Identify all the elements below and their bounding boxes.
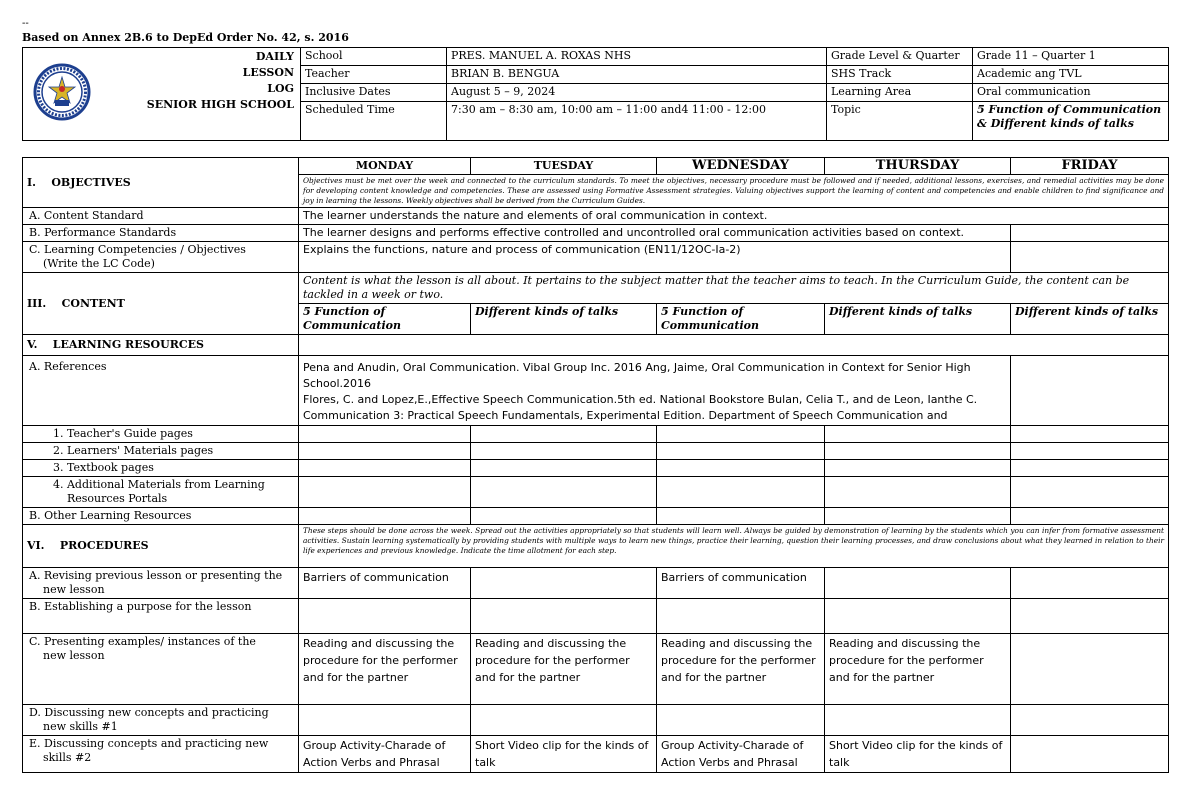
procedures-heading xyxy=(23,525,299,568)
lesson-table xyxy=(22,157,1169,773)
procedure-b-wednesday xyxy=(657,599,825,634)
competencies-value: Explains the functions, nature and process of communication (EN11/12OC-Ia-2) xyxy=(299,242,1011,273)
tg-monday xyxy=(299,426,471,443)
objectives-heading xyxy=(23,158,299,208)
learners-materials-label: 2. Learners' Materials pages xyxy=(23,443,299,460)
title-line-2: LESSON xyxy=(242,66,294,79)
content-topic-thursday: Different kinds of talks xyxy=(825,304,1011,335)
title-line-1: DAILY xyxy=(255,50,294,63)
olr-thursday xyxy=(825,508,1011,525)
tb-thursday xyxy=(825,460,1011,477)
dates-value: August 5 – 9, 2024 xyxy=(447,84,827,102)
area-label: Learning Area xyxy=(827,84,973,102)
lm-wednesday xyxy=(657,443,825,460)
lm-monday xyxy=(299,443,471,460)
procedure-e-monday: Group Activity-Charade of Action Verbs and Phrasal xyxy=(299,736,471,773)
topic-label: Topic xyxy=(827,102,973,141)
day-wednesday: WEDNESDAY xyxy=(657,158,825,175)
day-thursday: THURSDAY xyxy=(825,158,1011,175)
header-table xyxy=(22,47,1169,141)
top-mark: -- xyxy=(22,18,29,29)
competencies-friday-cell xyxy=(1011,242,1169,273)
procedure-b-tuesday xyxy=(471,599,657,634)
school-label: School xyxy=(301,48,447,66)
procedure-b-thursday xyxy=(825,599,1011,634)
day-tuesday: TUESDAY xyxy=(471,158,657,175)
procedure-e-label: E. Discussing concepts and practicing new skills #2 xyxy=(23,736,299,773)
grade-label: Grade Level & Quarter xyxy=(827,48,973,66)
tb-wednesday xyxy=(657,460,825,477)
day-monday: MONDAY xyxy=(299,158,471,175)
objectives-label: OBJECTIVES xyxy=(51,175,131,189)
tb-friday xyxy=(1011,460,1169,477)
time-value: 7:30 am – 8:30 am, 10:00 am – 11:00 and4 11:00 - 12:00 xyxy=(447,102,827,141)
track-value: Academic ang TVL xyxy=(973,66,1169,84)
references-value: Pena and Anudin, Oral Communication. Vibal Group Inc. 2016 Ang, Jaime, Oral Communication in Context for Senior High School.2016 Flores, C. and Lopez,E.,Effective Speech Communication.5th ed. National Bookstore Bulan, Celia T., and de Leon, Ianthe C. Communication 3: Practical Speech Fundamentals, Experimental Edition. Department of Speech Communication and xyxy=(299,356,1011,426)
logo-cell xyxy=(23,48,101,141)
olr-friday xyxy=(1011,508,1169,525)
tb-tuesday xyxy=(471,460,657,477)
procedure-d-label: D. Discussing new concepts and practicing new skills #1 xyxy=(23,705,299,736)
grade-value: Grade 11 – Quarter 1 xyxy=(973,48,1169,66)
content-topic-friday: Different kinds of talks xyxy=(1011,304,1169,335)
textbook-pages-label: 3. Textbook pages xyxy=(23,460,299,477)
procedure-b-label: B. Establishing a purpose for the lesson xyxy=(23,599,299,634)
performance-friday-cell xyxy=(1011,225,1169,242)
dates-label: Inclusive Dates xyxy=(301,84,447,102)
olr-wednesday xyxy=(657,508,825,525)
content-standard-value: The learner understands the nature and elements of oral communication in context. xyxy=(299,208,1169,225)
day-friday: FRIDAY xyxy=(1011,158,1169,175)
am-thursday xyxy=(825,477,1011,508)
deped-seal-icon xyxy=(33,63,91,121)
objectives-note: Objectives must be met over the week and connected to the curriculum standards. To meet the objectives, necessary procedure must be followed and if needed, additional lessons, exercises, and remedial activities may be done for developing content knowledge and competencies. These are assessed using Formative Assessment strategies. Valuing objectives support the learning of content and competencies and enable children to find significance and joy in learning the lessons. Weekly objectives shall be derived from the Curriculum Guides. xyxy=(299,175,1169,208)
olr-tuesday xyxy=(471,508,657,525)
am-wednesday xyxy=(657,477,825,508)
additional-materials-label: 4. Additional Materials from Learning Resources Portals xyxy=(23,477,299,508)
resources-num: V. xyxy=(27,338,38,351)
references-friday-cell xyxy=(1011,356,1169,426)
procedure-a-friday xyxy=(1011,568,1169,599)
school-value: PRES. MANUEL A. ROXAS NHS xyxy=(447,48,827,66)
content-label: CONTENT xyxy=(61,296,125,310)
tg-tuesday xyxy=(471,426,657,443)
procedure-d-wednesday xyxy=(657,705,825,736)
procedure-c-friday xyxy=(1011,634,1169,705)
resources-label: LEARNING RESOURCES xyxy=(52,338,204,351)
procedure-c-monday: Reading and discussing the procedure for the performer and for the partner xyxy=(299,634,471,705)
procedure-c-wednesday: Reading and discussing the procedure for the performer and for the partner xyxy=(657,634,825,705)
references-label: A. References xyxy=(23,356,299,426)
olr-monday xyxy=(299,508,471,525)
procedures-label: PROCEDURES xyxy=(59,539,149,552)
content-topic-tuesday: Different kinds of talks xyxy=(471,304,657,335)
procedure-d-monday xyxy=(299,705,471,736)
procedure-e-wednesday: Group Activity-Charade of Action Verbs and Phrasal xyxy=(657,736,825,773)
annex-reference: Based on Annex 2B.6 to DepEd Order No. 42, s. 2016 xyxy=(22,31,349,44)
content-num: III. xyxy=(27,296,47,310)
lm-thursday xyxy=(825,443,1011,460)
content-note: Content is what the lesson is all about. It pertains to the subject matter that the teacher aims to teach. In the Curriculum Guide, the content can be tackled in a week or two. xyxy=(299,273,1169,304)
am-friday xyxy=(1011,477,1169,508)
procedure-d-friday xyxy=(1011,705,1169,736)
title-line-4: SENIOR HIGH SCHOOL xyxy=(146,98,294,111)
resources-heading xyxy=(23,335,299,356)
procedure-d-thursday xyxy=(825,705,1011,736)
procedure-c-thursday: Reading and discussing the procedure for the performer and for the partner xyxy=(825,634,1011,705)
title-line-3: LOG xyxy=(267,82,294,95)
tg-friday xyxy=(1011,426,1169,443)
am-monday xyxy=(299,477,471,508)
content-heading xyxy=(23,273,299,335)
teacher-value: BRIAN B. BENGUA xyxy=(447,66,827,84)
procedure-e-friday xyxy=(1011,736,1169,773)
procedure-a-monday: Barriers of communication xyxy=(299,568,471,599)
other-resources-label: B. Other Learning Resources xyxy=(23,508,299,525)
performance-standards-value: The learner designs and performs effective controlled and uncontrolled oral communication activities based on context. xyxy=(299,225,1011,242)
procedure-c-tuesday: Reading and discussing the procedure for the performer and for the partner xyxy=(471,634,657,705)
content-topic-monday: 5 Function of Communication xyxy=(299,304,471,335)
time-label: Scheduled Time xyxy=(301,102,447,141)
track-label: SHS Track xyxy=(827,66,973,84)
dll-title xyxy=(101,48,301,141)
procedure-a-wednesday: Barriers of communication xyxy=(657,568,825,599)
procedure-b-monday xyxy=(299,599,471,634)
teacher-label: Teacher xyxy=(301,66,447,84)
resources-note-cell xyxy=(299,335,1169,356)
procedures-num: VI. xyxy=(27,539,45,552)
tg-thursday xyxy=(825,426,1011,443)
lm-friday xyxy=(1011,443,1169,460)
procedure-a-tuesday xyxy=(471,568,657,599)
area-value: Oral communication xyxy=(973,84,1169,102)
topic-value: 5 Function of Communication & Different kinds of talks xyxy=(973,102,1169,141)
procedure-b-friday xyxy=(1011,599,1169,634)
procedure-e-tuesday: Short Video clip for the kinds of talk xyxy=(471,736,657,773)
procedure-a-thursday xyxy=(825,568,1011,599)
competencies-label: C. Learning Competencies / Objectives (Write the LC Code) xyxy=(23,242,299,273)
procedure-d-tuesday xyxy=(471,705,657,736)
tg-wednesday xyxy=(657,426,825,443)
performance-standards-label: B. Performance Standards xyxy=(23,225,299,242)
procedure-c-label: C. Presenting examples/ instances of the new lesson xyxy=(23,634,299,705)
teachers-guide-label: 1. Teacher's Guide pages xyxy=(23,426,299,443)
content-topic-wednesday: 5 Function of Communication xyxy=(657,304,825,335)
procedure-a-label: A. Revising previous lesson or presenting the new lesson xyxy=(23,568,299,599)
objectives-num: I. xyxy=(27,175,36,189)
procedure-e-thursday: Short Video clip for the kinds of talk xyxy=(825,736,1011,773)
tb-monday xyxy=(299,460,471,477)
content-standard-label: A. Content Standard xyxy=(23,208,299,225)
am-tuesday xyxy=(471,477,657,508)
lm-tuesday xyxy=(471,443,657,460)
procedures-note: These steps should be done across the week. Spread out the activities appropriately so that students will learn well. Always be guided by demonstration of learning by the students which you can infer from formative assessment activities. Sustain learning systematically by providing students with multiple ways to learn new things, practice their learning, question their learning processes, and draw conclusions about what they learned in relation to their life experiences and previous knowledge. Indicate the time allotment for each step. xyxy=(299,525,1169,568)
